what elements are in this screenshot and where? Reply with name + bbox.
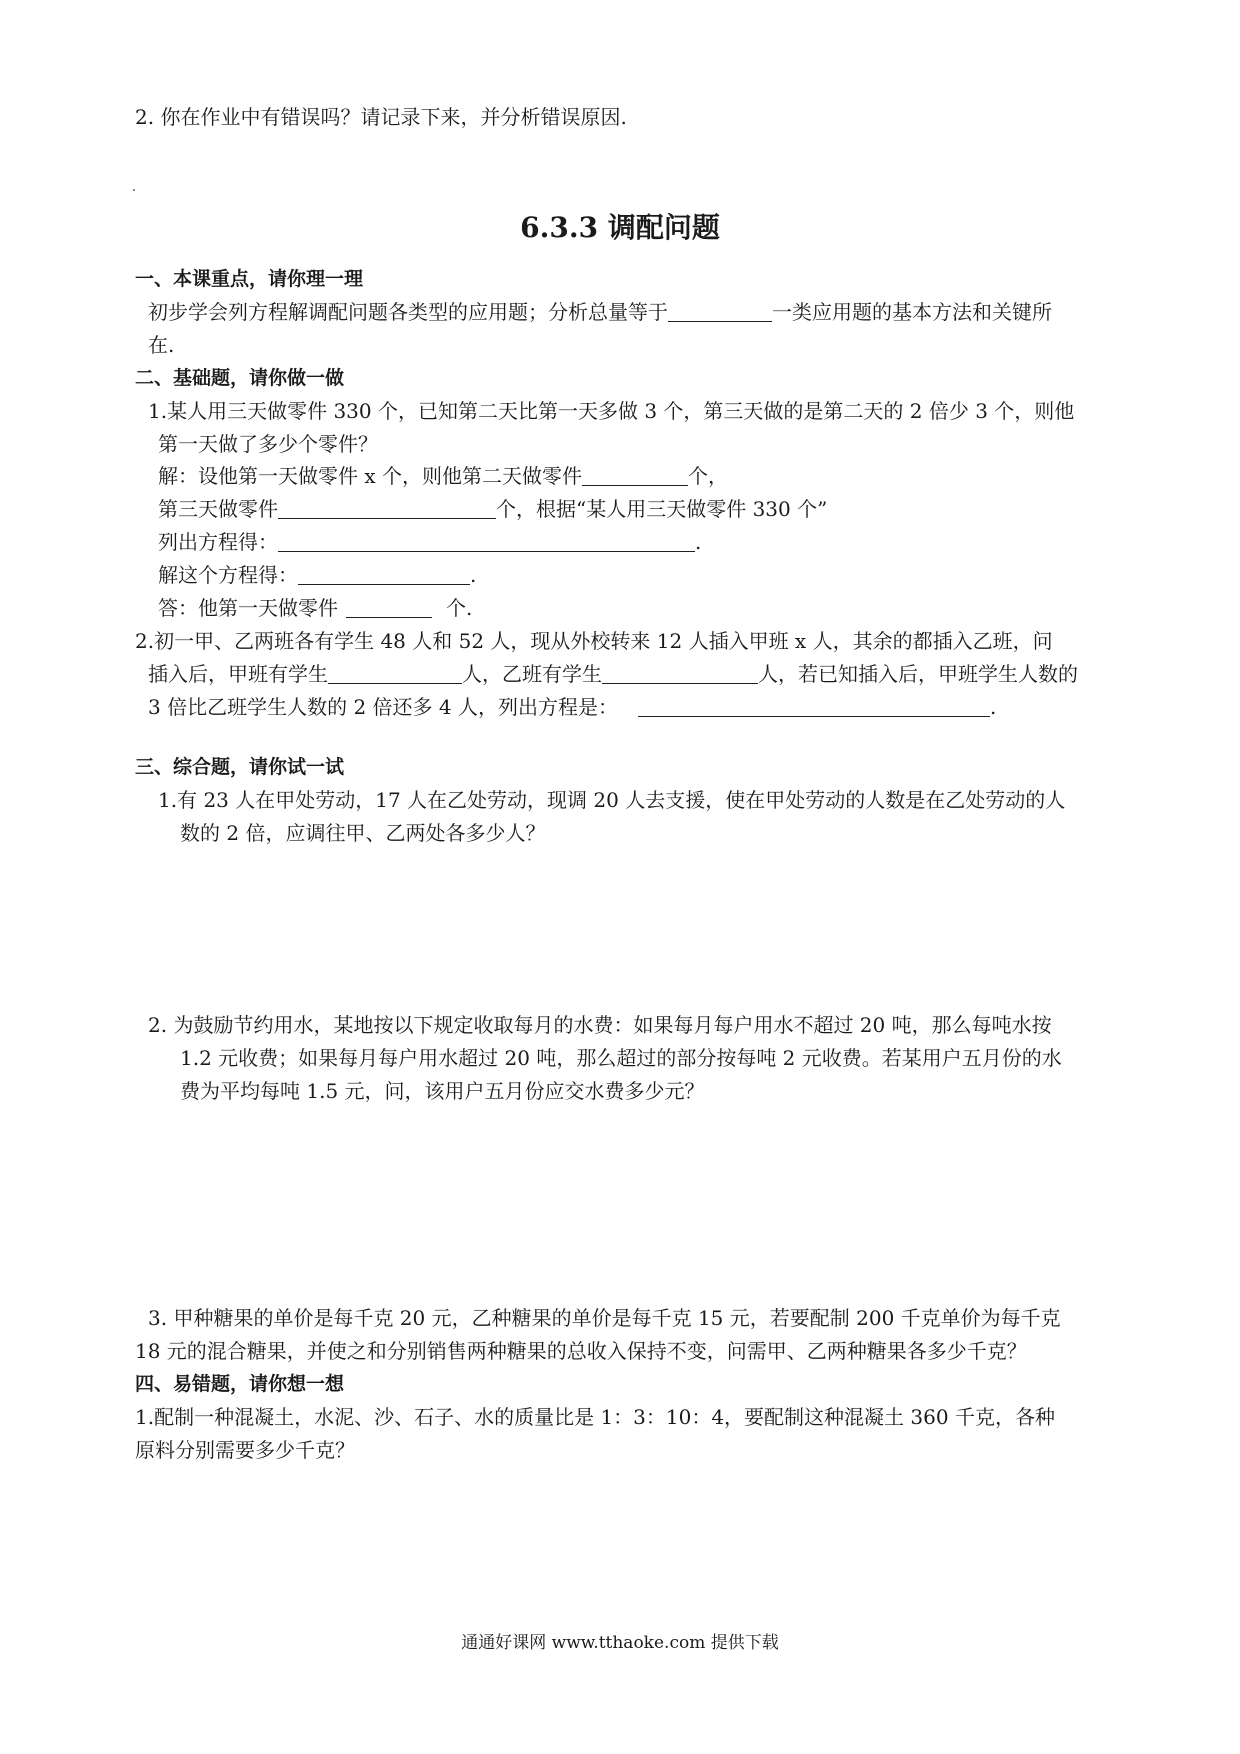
s2-q1-line-6 xyxy=(158,561,476,589)
s2-q1-line-2: 第一天做了多少个零件？ xyxy=(158,432,378,456)
s2-q2-l3-text-a: 3 倍比乙班学生人数的 2 倍还多 4 人，列出方程是： xyxy=(148,695,618,719)
s1-text-a: 初步学会列方程解调配问题各类型的应用题；分析总量等于 xyxy=(148,300,668,324)
s3-q3-line-2: 18 元的混合糖果，并使之和分别销售两种糖果的总收入保持不变，问需甲、乙两种糖果各多少千克？ xyxy=(135,1339,1027,1363)
section-heading-3: 三、综合题，请你试一试 xyxy=(135,756,345,778)
s2-q1-l4-text-a: 第三天做零件 xyxy=(158,497,278,521)
s2-q1-l3-text-b: 个， xyxy=(688,464,728,488)
blank-day2[interactable] xyxy=(582,465,688,486)
s2-q1-line-3 xyxy=(158,462,728,490)
s2-q1-l6-text-a: 解这个方程得： xyxy=(158,563,298,587)
s3-q2-line-1: 2. 为鼓励节约用水，某地按以下规定收取每月的水费：如果每月每户用水不超过 20 吨，那么每吨水按 xyxy=(148,1013,1052,1037)
s2-q2-l2-text-a: 插入后，甲班有学生 xyxy=(148,662,328,686)
s2-q2-l2-text-c: 人，若已知插入后，甲班学生人数的 xyxy=(758,662,1078,686)
section-heading-4: 四、易错题，请你想一想 xyxy=(135,1373,345,1395)
scan-speck xyxy=(133,189,135,191)
s2-q2-l2-text-b: 人，乙班有学生 xyxy=(462,662,602,686)
s2-q1-l5-text-b: . xyxy=(695,530,702,554)
s2-q1-l6-text-b: . xyxy=(470,563,477,587)
top-question: 2. 你在作业中有错误吗？请记录下来，并分析错误原因. xyxy=(135,105,627,129)
s2-q2-line-3 xyxy=(148,693,996,721)
blank-solution[interactable] xyxy=(298,564,470,585)
page-title: 6.3.3 调配问题 xyxy=(520,211,720,244)
blank-class-a[interactable] xyxy=(328,663,462,684)
footer-credit: 通通好课网 www.tthaoke.com 提供下载 xyxy=(461,1633,779,1653)
section-heading-1: 一、本课重点，请你理一理 xyxy=(135,268,364,290)
s1-line-1 xyxy=(148,298,1052,326)
s3-q1-line-1: 1.有 23 人在甲处劳动，17 人在乙处劳动，现调 20 人去支援，使在甲处劳动的人数是在乙处劳动的人 xyxy=(158,788,1066,812)
s4-q1-line-1: 1.配制一种混凝土，水泥、沙、石子、水的质量比是 1：3：10：4，要配制这种混凝土 360 千克，各种 xyxy=(135,1405,1055,1429)
s3-q1-line-2: 数的 2 倍，应调往甲、乙两处各多少人？ xyxy=(180,821,546,845)
blank-answer[interactable] xyxy=(346,597,432,618)
s2-q2-line-1: 2.初一甲、乙两班各有学生 48 人和 52 人，现从外校转来 12 人插入甲班 x 人，其余的都插入乙班，问 xyxy=(135,629,1053,653)
s2-q1-line-7 xyxy=(158,594,472,622)
s2-q1-line-4 xyxy=(158,495,827,523)
s3-q3-line-1: 3. 甲种糖果的单价是每千克 20 元，乙种糖果的单价是每千克 15 元，若要配制 200 千克单价为每千克 xyxy=(148,1306,1061,1330)
blank-class-equation[interactable] xyxy=(638,696,990,717)
s2-q1-l3-text-a: 解：设他第一天做零件 x 个，则他第二天做零件 xyxy=(158,464,582,488)
s2-q2-l3-text-b: . xyxy=(989,695,997,719)
s2-q1-l7-text-a: 答：他第一天做零件 xyxy=(158,596,338,620)
s3-q2-line-2: 1.2 元收费；如果每月每户用水超过 20 吨，那么超过的部分按每吨 2 元收费。若某用户五月份的水 xyxy=(180,1046,1062,1070)
s2-q1-l5-text-a: 列出方程得： xyxy=(158,530,278,554)
s2-q2-line-2 xyxy=(148,660,1078,688)
s2-q1-l4-text-b: 个，根据“某人用三天做零件 330 个” xyxy=(496,497,828,521)
s2-q1-l7-text-b: 个. xyxy=(446,596,473,620)
s3-q2-line-3: 费为平均每吨 1.5 元，问，该用户五月份应交水费多少元？ xyxy=(180,1079,705,1103)
section-heading-2: 二、基础题，请你做一做 xyxy=(135,367,345,389)
s1-text-b: 一类应用题的基本方法和关键所 xyxy=(772,300,1052,324)
s2-q1-line-1: 1.某人用三天做零件 330 个，已知第二天比第一天多做 3 个，第三天做的是第二天的 2 倍少 3 个，则他 xyxy=(148,399,1075,423)
blank-class-b[interactable] xyxy=(602,663,758,684)
s2-q1-line-5 xyxy=(158,528,701,556)
s4-q1-line-2: 原料分别需要多少千克？ xyxy=(135,1438,355,1462)
s1-line-2: 在. xyxy=(148,333,175,357)
blank-total[interactable] xyxy=(668,301,772,322)
blank-day3[interactable] xyxy=(278,498,496,519)
blank-equation[interactable] xyxy=(278,531,695,552)
